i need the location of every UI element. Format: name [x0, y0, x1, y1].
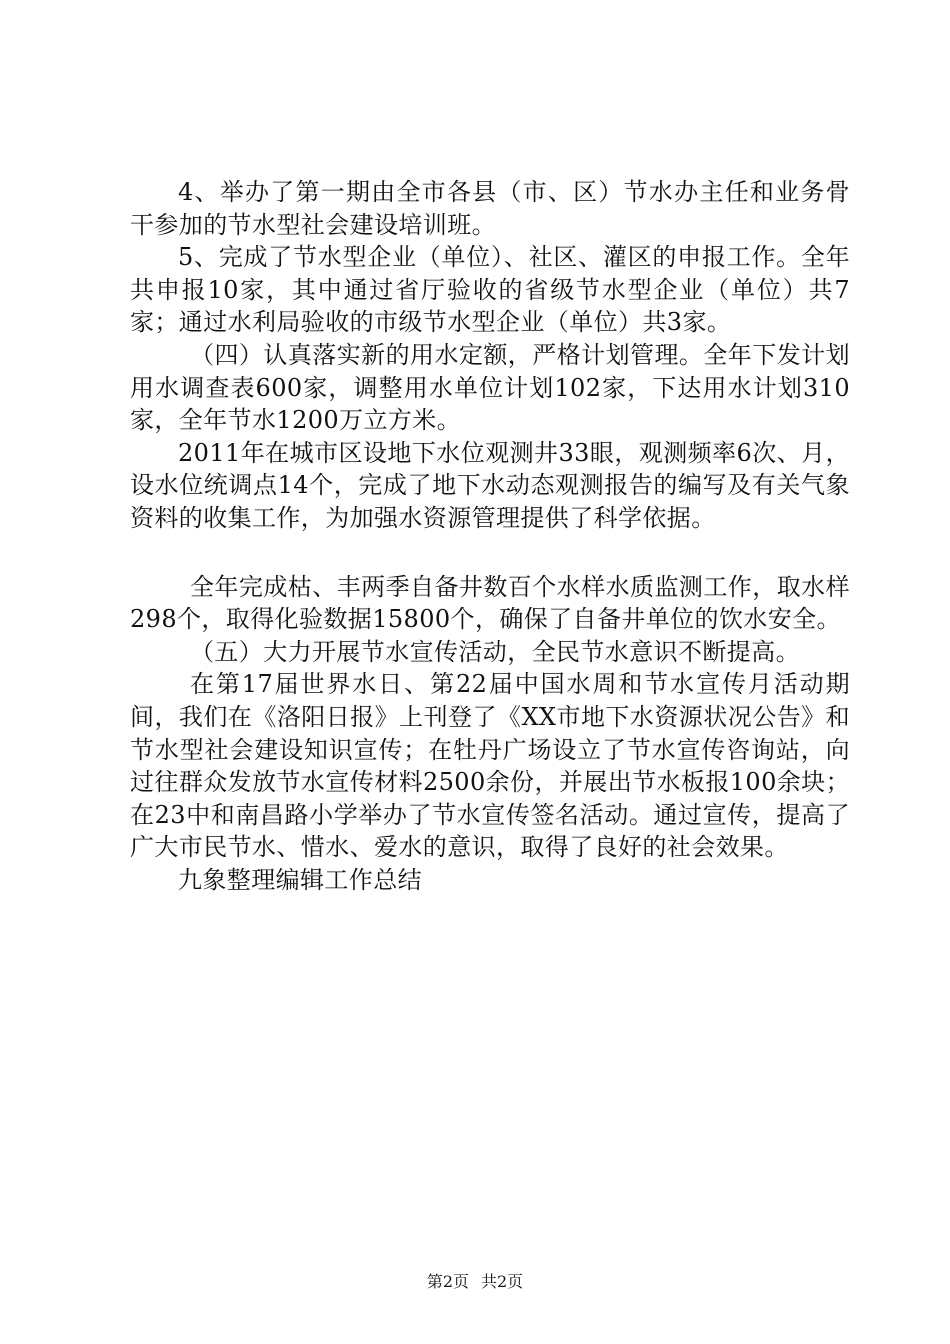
document-body — [130, 176, 850, 896]
paragraph-training-class: 4、举办了第一期由全市各县（市、区）节水办主任和业务骨干参加的节水型社会建设培训班。 — [130, 178, 850, 239]
paragraph-water-quality: 全年完成枯、丰两季自备井数百个水样水质监测工作，取水样298个，取得化验数据15800个，确保了自备井单位的饮水安全。 — [130, 572, 850, 634]
page-footer — [0, 1271, 950, 1293]
paragraph-groundwater-monitoring: 2011年在城市区设地下水位观测井33眼，观测频率6次、月，设水位统调点14个，完成了地下水动态观测报告的编写及有关气象资料的收集工作，为加强水资源管理提供了科学依据。 — [130, 438, 850, 532]
section-heading-publicity: （五）大力开展节水宣传活动，全民节水意识不断提高。 — [190, 637, 800, 666]
paragraph-enterprise-declaration: 5、完成了节水型企业（单位）、社区、灌区的申报工作。全年共申报10家，其中通过省厅验收的省级节水型企业（单位）共7家；通过水利局验收的市级节水型企业（单位）共3家。 — [130, 243, 850, 337]
paragraph-editor-note: 九象整理编辑工作总结 — [178, 865, 422, 894]
paragraph-publicity-activities: 在第17届世界水日、第22届中国水周和节水宣传月活动期间，我们在《洛阳日报》上刊登了《XX市地下水资源状况公告》和节水型社会建设知识宣传；在牡丹广场设立了节水宣传咨询站，向过往群众发放节水宣传材料2500余份，并展出节水板报100余块；在23中和南昌路小学举办了节水宣传签名活动。通过宣传，提高了广大市民节水、惜水、爱水的意识，取得了良好的社会效果。 — [130, 670, 850, 862]
page-total: 共2页 — [481, 1272, 524, 1291]
paragraph-water-quota: （四）认真落实新的用水定额，严格计划管理。全年下发计划用水调查表600家，调整用水单位计划102家，下达用水计划310家，全年节水1200万立方米。 — [130, 340, 850, 435]
page-number: 第2页 — [426, 1272, 469, 1291]
